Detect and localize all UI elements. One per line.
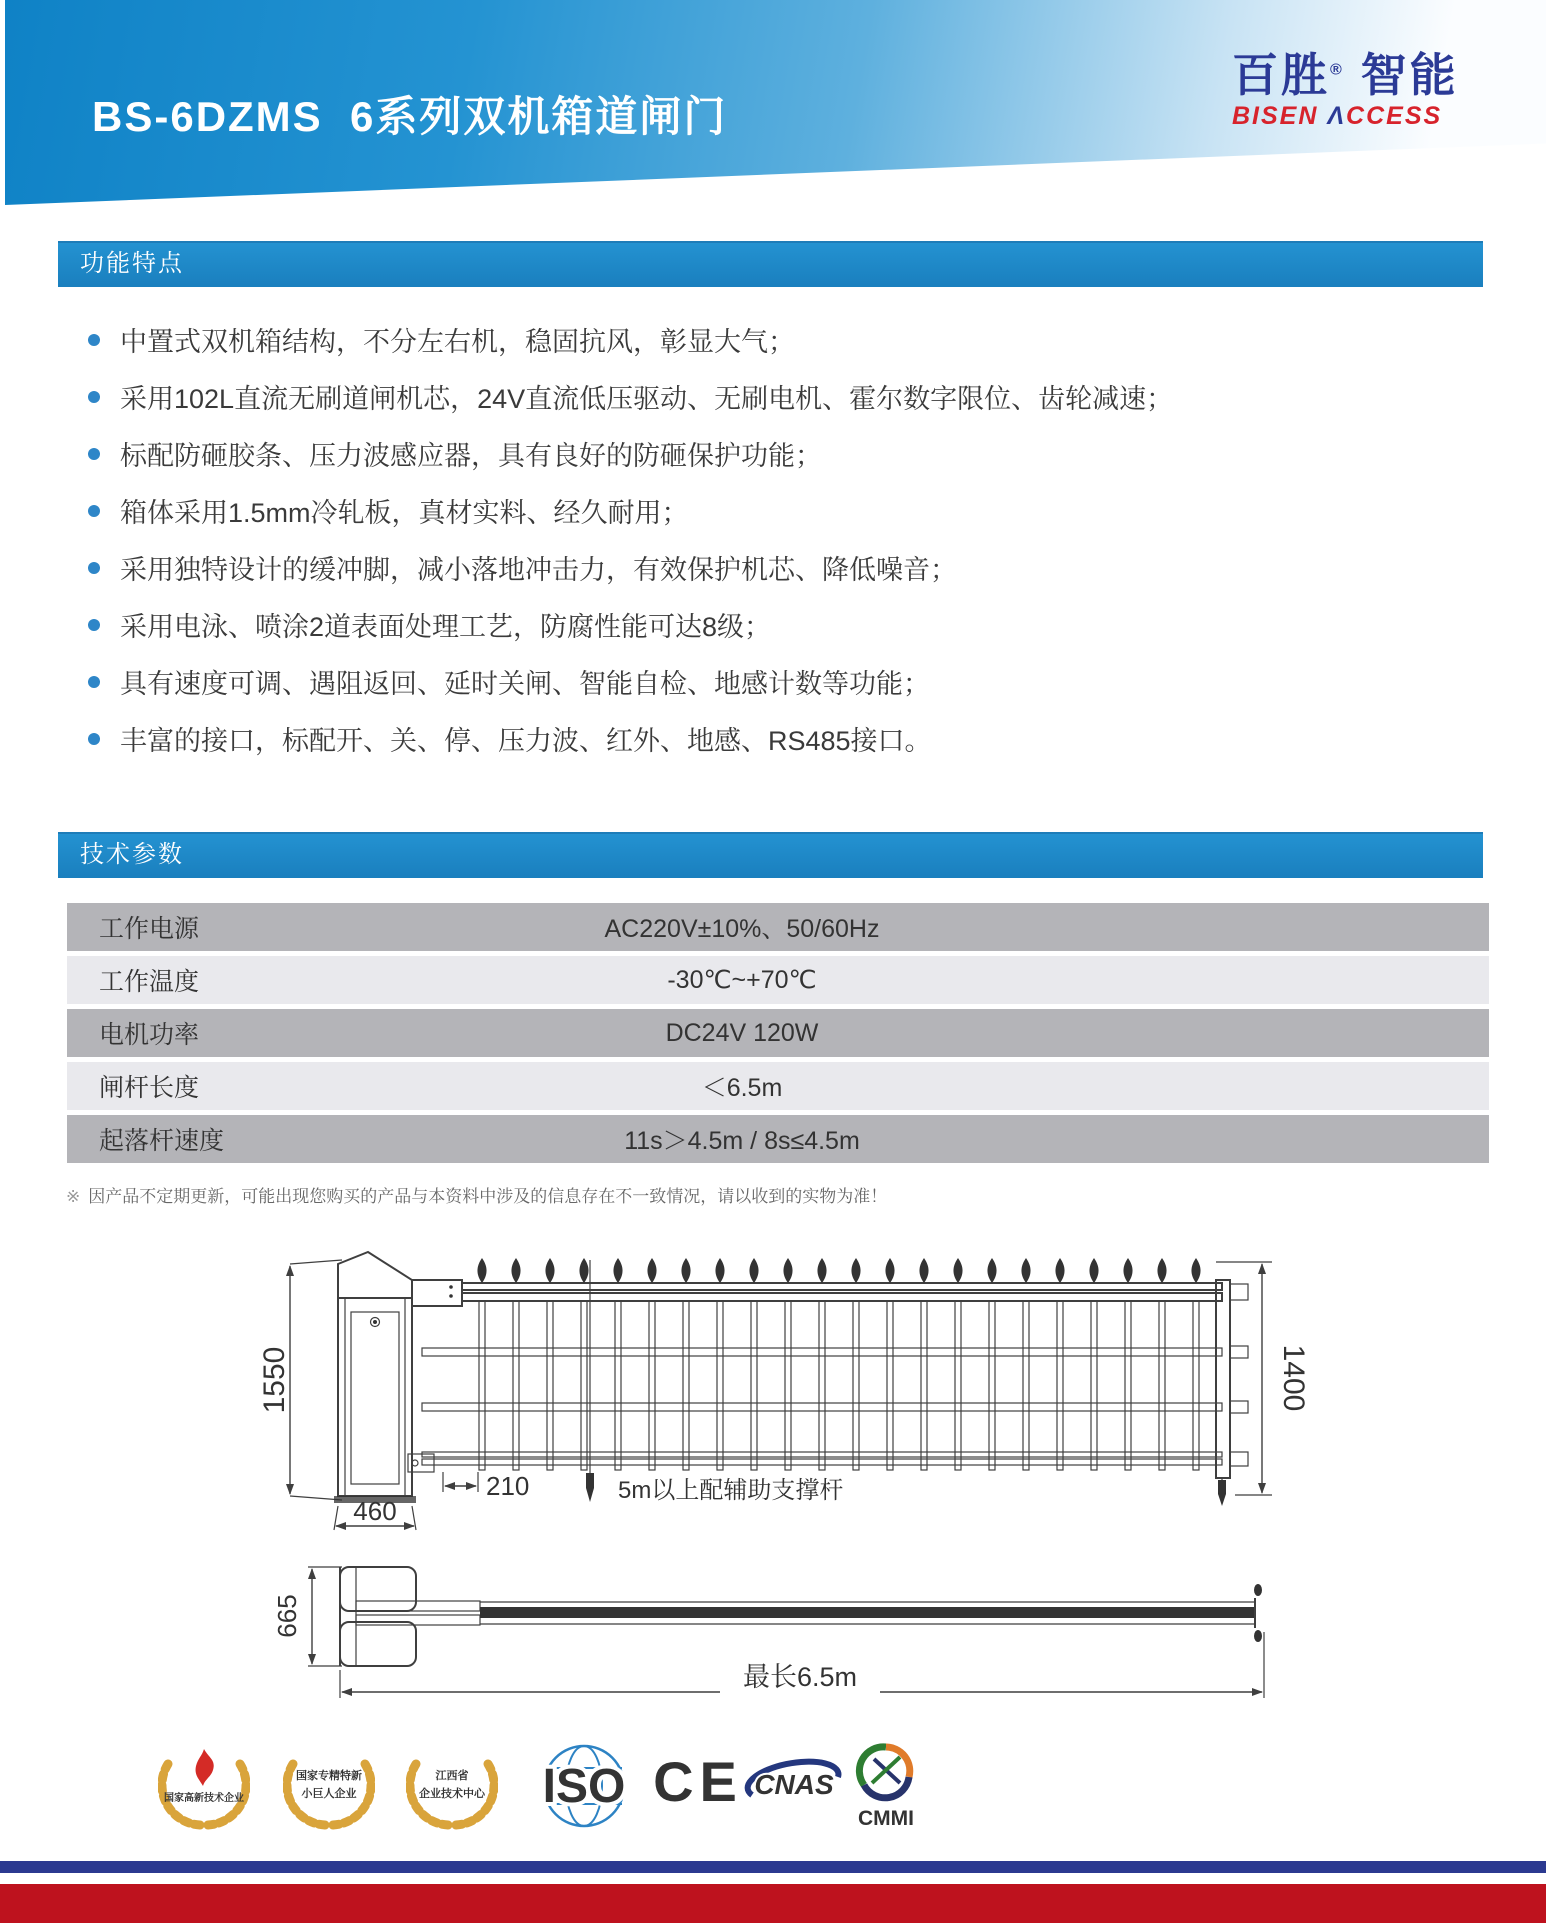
feature-item: 采用电泳、喷涂2道表面处理工艺，防腐性能可达8级； bbox=[88, 596, 1448, 653]
iso-label: ISO bbox=[542, 1760, 626, 1813]
technical-drawing bbox=[250, 1230, 1350, 1700]
feature-item: 标配防砸胶条、压力波感应器，具有良好的防砸保护功能； bbox=[88, 425, 1448, 482]
page-title: BS-6DZMS 6系列双机箱道闸门 bbox=[92, 93, 728, 140]
brand-logo-en: BISEN ΛCCESS bbox=[1232, 102, 1443, 130]
spec-value: DC24V 120W bbox=[665, 1018, 819, 1047]
table-row bbox=[67, 903, 1489, 951]
dim-460-label: 460 bbox=[353, 1496, 397, 1526]
spec-value: 11s＞4.5m / 8s≤4.5m bbox=[624, 1127, 860, 1155]
brand-logo-cn: 百胜® 智能 bbox=[1232, 49, 1459, 101]
feature-list bbox=[88, 311, 1448, 767]
footer-blue-stripe bbox=[0, 1861, 1546, 1873]
spec-value: ＜6.5m bbox=[701, 1074, 783, 1102]
certification-logos bbox=[0, 1737, 1546, 1837]
iso-logo bbox=[528, 1741, 640, 1836]
footer-red-stripe bbox=[0, 1884, 1546, 1923]
table-row bbox=[67, 1009, 1489, 1057]
front-view bbox=[258, 1252, 1310, 1530]
bullet-dot-icon bbox=[88, 448, 100, 460]
spec-value: -30℃~+70℃ bbox=[667, 966, 817, 994]
dim-665-label: 665 bbox=[272, 1594, 302, 1638]
spec-value: AC220V±10%、50/60Hz bbox=[604, 915, 880, 943]
feature-item: 具有速度可调、遇阻返回、延时关闸、智能自检、地感计数等功能； bbox=[88, 653, 1448, 710]
table-row bbox=[67, 1115, 1489, 1163]
bullet-dot-icon bbox=[88, 562, 100, 574]
features-section-header: 功能特点 bbox=[58, 241, 1483, 287]
dim-1550-label: 1550 bbox=[258, 1346, 291, 1414]
feature-item: 采用独特设计的缓冲脚，减小落地冲击力，有效保护机芯、降低噪音； bbox=[88, 539, 1448, 596]
spec-table bbox=[67, 903, 1489, 1168]
dim-max-length-label: 最长6.5m bbox=[742, 1662, 858, 1692]
disclaimer-note: ※ 因产品不定期更新，可能出现您购买的产品与本资料中涉及的信息存在不一致情况，请以收到的实物为准！ bbox=[66, 1187, 888, 1206]
bullet-dot-icon bbox=[88, 619, 100, 631]
flame-icon bbox=[196, 1749, 214, 1786]
feature-item: 中置式双机箱结构，不分左右机，稳固抗风，彰显大气； bbox=[88, 311, 1448, 368]
ce-mark bbox=[652, 1751, 744, 1818]
spec-label: 工作温度 bbox=[99, 968, 200, 996]
logo-triangle-a-icon: Λ bbox=[1327, 102, 1347, 130]
bullet-dot-icon bbox=[88, 505, 100, 517]
feature-item: 箱体采用1.5mm冷轧板，真材实料、经久耐用； bbox=[88, 482, 1448, 539]
cert-label: 国家专精特新 bbox=[296, 1770, 362, 1782]
cert-national-hitech-badge bbox=[158, 1737, 250, 1837]
cmmi-logo bbox=[848, 1739, 924, 1839]
brand-logo bbox=[1232, 49, 1459, 131]
cert-label: 国家高新技术企业 bbox=[164, 1793, 244, 1804]
feature-item: 丰富的接口，标配开、关、停、压力波、红外、地感、RS485接口。 bbox=[88, 710, 1448, 767]
cnas-logo bbox=[742, 1749, 846, 1822]
bullet-dot-icon bbox=[88, 334, 100, 346]
cnas-label: CNAS bbox=[754, 1769, 834, 1800]
bullet-dot-icon bbox=[88, 733, 100, 745]
reference-mark-icon: ※ bbox=[66, 1187, 81, 1206]
dim-1400-label: 1400 bbox=[1277, 1344, 1310, 1412]
spec-label: 闸杆长度 bbox=[99, 1074, 200, 1102]
table-row bbox=[67, 956, 1489, 1004]
cert-jiangxi-tech-center-badge bbox=[406, 1737, 498, 1837]
cmmi-label: CMMI bbox=[858, 1807, 914, 1830]
cert-label: 小巨人企业 bbox=[301, 1788, 357, 1800]
spec-label: 工作电源 bbox=[99, 915, 200, 943]
specs-section-header: 技术参数 bbox=[58, 832, 1483, 878]
feature-item: 采用102L直流无刷道闸机芯，24V直流低压驱动、无刷电机、霍尔数字限位、齿轮减速； bbox=[88, 368, 1448, 425]
spec-label: 电机功率 bbox=[99, 1021, 200, 1049]
bullet-dot-icon bbox=[88, 391, 100, 403]
bullet-dot-icon bbox=[88, 676, 100, 688]
side-view bbox=[272, 1567, 1264, 1698]
cert-label: 企业技术中心 bbox=[419, 1788, 485, 1800]
table-row bbox=[67, 1062, 1489, 1110]
spec-label: 起落杆速度 bbox=[99, 1127, 225, 1155]
cert-little-giant-badge bbox=[283, 1737, 375, 1837]
ce-label: CE bbox=[653, 1751, 743, 1813]
cert-label: 江西省 bbox=[435, 1770, 469, 1782]
dim-210-label: 210 bbox=[486, 1471, 530, 1501]
support-note-label: 5m以上配辅助支撑杆 bbox=[618, 1477, 844, 1504]
registered-mark-icon: ® bbox=[1330, 61, 1345, 79]
